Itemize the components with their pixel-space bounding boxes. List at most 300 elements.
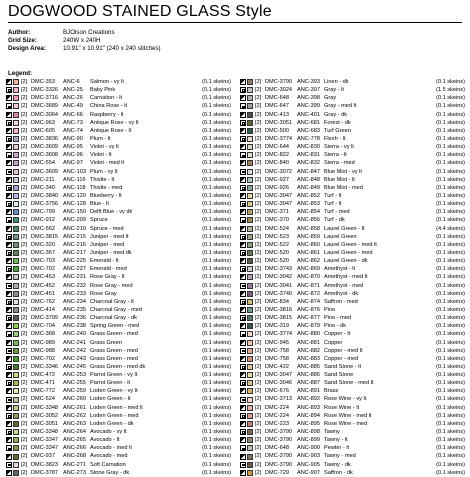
- strand-count: [2]: [255, 103, 262, 110]
- dmc-code: DMC-945: [265, 339, 289, 346]
- anchor-code: ANC-887: [297, 380, 321, 387]
- skein-quantity: (0.1 skeins): [436, 192, 465, 199]
- legend-row: [6, 282, 233, 290]
- color-swatch: [247, 364, 253, 370]
- skein-quantity: (0.1 skeins): [436, 315, 465, 322]
- color-swatch: [13, 388, 19, 394]
- color-swatch: [13, 283, 19, 289]
- skein-quantity: (0.1 skeins): [202, 233, 231, 240]
- stitch-symbol-icon: [240, 87, 246, 93]
- anchor-code: ANC-895: [297, 420, 321, 427]
- legend-row: [6, 436, 233, 444]
- stitch-symbol-icon: [6, 169, 12, 175]
- strand-count: [2]: [21, 127, 28, 134]
- strand-count: [2]: [21, 103, 28, 110]
- color-swatch: [13, 226, 19, 232]
- color-swatch: [247, 274, 253, 280]
- dmc-code: DMC-3051: [265, 119, 293, 126]
- color-name: Sierra - lt: [324, 152, 347, 159]
- dmc-code: DMC-912: [31, 217, 55, 224]
- color-swatch: [13, 79, 19, 85]
- stitch-symbol-icon: [240, 185, 246, 191]
- color-name: Parrot Green - lt: [90, 380, 131, 387]
- skein-quantity: (0.1 skeins): [436, 331, 465, 338]
- anchor-code: ANC-25: [63, 87, 83, 94]
- dmc-code: DMC-3051: [31, 420, 59, 427]
- color-swatch: [13, 445, 19, 451]
- color-swatch: [13, 299, 19, 305]
- strand-count: [2]: [255, 184, 262, 191]
- color-swatch: [13, 356, 19, 362]
- legend-row: [240, 208, 467, 216]
- legend-row: [6, 420, 233, 428]
- stitch-symbol-icon: [6, 226, 12, 232]
- dmc-code: DMC-3799: [31, 315, 59, 322]
- dmc-code: DMC-3609: [31, 144, 59, 151]
- anchor-code: ANC-266: [63, 445, 87, 452]
- dmc-code: DMC-3348: [31, 429, 59, 436]
- stitch-symbol-icon: [240, 112, 246, 118]
- dmc-code: DMC-3047: [265, 192, 293, 199]
- stitch-symbol-icon: [240, 169, 246, 175]
- color-name: Grass Green - med dk: [90, 363, 146, 370]
- strand-count: [2]: [21, 306, 28, 313]
- legend-row: [6, 176, 233, 184]
- skein-quantity: (0.1 skeins): [202, 380, 231, 387]
- anchor-code: ANC-26: [63, 95, 83, 102]
- stitch-symbol-icon: [6, 462, 12, 468]
- legend-row: [240, 436, 467, 444]
- strand-count: [2]: [21, 388, 28, 395]
- stitch-symbol-icon: [240, 454, 246, 460]
- legend-row: [240, 241, 467, 249]
- anchor-code: ANC-234: [63, 298, 87, 305]
- stitch-symbol-icon: [240, 340, 246, 346]
- dmc-code: DMC-562: [31, 225, 55, 232]
- dmc-code: DMC-368: [31, 331, 55, 338]
- stitch-symbol-icon: [6, 340, 12, 346]
- color-name: Delft Blue - vy dk: [90, 209, 133, 216]
- color-swatch: [13, 103, 19, 109]
- anchor-code: ANC-871: [297, 282, 321, 289]
- color-swatch: [247, 331, 253, 337]
- strand-count: [2]: [21, 315, 28, 322]
- dmc-code: DMC-3064: [31, 111, 59, 118]
- meta-row: [8, 45, 161, 53]
- strand-count: [2]: [21, 249, 28, 256]
- stitch-symbol-icon: [240, 283, 246, 289]
- stitch-symbol-icon: [6, 103, 12, 109]
- stitch-symbol-icon: [240, 315, 246, 321]
- legend-row: [240, 225, 467, 233]
- legend-row: [6, 192, 233, 200]
- legend-row: [240, 143, 467, 151]
- skein-quantity: (0.1 skeins): [436, 249, 465, 256]
- dmc-code: DMC-989: [31, 339, 55, 346]
- color-swatch: [247, 209, 253, 215]
- anchor-code: ANC-120: [63, 192, 87, 199]
- color-swatch: [13, 209, 19, 215]
- stitch-symbol-icon: [6, 323, 12, 329]
- color-swatch: [247, 429, 253, 435]
- dmc-code: DMC-927: [265, 176, 289, 183]
- dmc-code: DMC-3047: [265, 201, 293, 208]
- anchor-code: ANC-97: [63, 160, 83, 167]
- stitch-symbol-icon: [6, 470, 12, 476]
- dmc-code: DMC-524: [265, 225, 289, 232]
- skein-quantity: (0.1 skeins): [436, 404, 465, 411]
- meta-label: Author:: [8, 29, 31, 36]
- strand-count: [2]: [255, 429, 262, 436]
- color-name: Juniper - med lt: [90, 233, 129, 240]
- skein-quantity: (0.1 skeins): [436, 469, 465, 476]
- stitch-symbol-icon: [6, 234, 12, 240]
- anchor-code: ANC-271: [63, 461, 87, 468]
- color-name: Rose Wine - med lt: [324, 412, 372, 419]
- dmc-code: DMC-453: [31, 274, 55, 281]
- strand-count: [2]: [255, 380, 262, 387]
- stitch-symbol-icon: [6, 250, 12, 256]
- anchor-code: ANC-898: [297, 429, 321, 436]
- legend-row: [6, 461, 233, 469]
- stitch-symbol-icon: [6, 372, 12, 378]
- skein-quantity: (0.1 skeins): [202, 412, 231, 419]
- legend-row: [6, 216, 233, 224]
- dmc-code: DMC-3326: [31, 87, 59, 94]
- color-swatch: [13, 242, 19, 248]
- color-name: Laurel Green - med lt: [324, 241, 377, 248]
- stitch-symbol-icon: [240, 274, 246, 280]
- stitch-symbol-icon: [6, 144, 12, 150]
- legend-row: [6, 428, 233, 436]
- anchor-code: ANC-681: [297, 119, 321, 126]
- color-swatch: [13, 193, 19, 199]
- strand-count: [2]: [21, 87, 28, 94]
- anchor-code: ANC-778: [297, 135, 321, 142]
- color-swatch: [247, 421, 253, 427]
- color-swatch: [13, 274, 19, 280]
- color-name: Violet - vy lt: [90, 144, 119, 151]
- dmc-code: DMC-644: [265, 144, 289, 151]
- legend-row: [240, 86, 467, 94]
- dmc-code: DMC-523: [265, 233, 289, 240]
- color-name: Turf - lt: [324, 201, 342, 208]
- legend-row: [240, 395, 467, 403]
- meta-row: [8, 37, 161, 45]
- anchor-code: ANC-232: [63, 282, 87, 289]
- legend-row: [240, 322, 467, 330]
- strand-count: [2]: [21, 184, 28, 191]
- color-swatch: [247, 323, 253, 329]
- legend-row: [6, 469, 233, 477]
- anchor-code: ANC-265: [63, 437, 87, 444]
- skein-quantity: (0.1 skeins): [202, 363, 231, 370]
- color-name: Turf - med: [324, 209, 350, 216]
- color-swatch: [247, 128, 253, 134]
- skein-quantity: (0.1 skeins): [436, 298, 465, 305]
- strand-count: [2]: [21, 225, 28, 232]
- color-name: Grass Green - med: [90, 331, 138, 338]
- legend-row: [240, 102, 467, 110]
- skein-quantity: (0.1 skeins): [436, 347, 465, 354]
- color-swatch: [247, 234, 253, 240]
- color-swatch: [247, 348, 253, 354]
- strand-count: [2]: [21, 160, 28, 167]
- color-swatch: [13, 421, 19, 427]
- stitch-symbol-icon: [6, 397, 12, 403]
- legend-row: [240, 404, 467, 412]
- color-name: Forest - dk: [324, 119, 351, 126]
- stitch-symbol-icon: [6, 136, 12, 142]
- color-swatch: [13, 177, 19, 183]
- strand-count: [2]: [255, 201, 262, 208]
- color-swatch: [13, 340, 19, 346]
- dmc-code: DMC-320: [31, 241, 55, 248]
- color-swatch: [247, 356, 253, 362]
- color-swatch: [247, 169, 253, 175]
- dmc-code: DMC-353: [31, 79, 55, 85]
- legend-row: [240, 119, 467, 127]
- stitch-symbol-icon: [6, 364, 12, 370]
- legend-row: [240, 176, 467, 184]
- stitch-symbol-icon: [6, 331, 12, 337]
- strand-count: [2]: [21, 298, 28, 305]
- stitch-symbol-icon: [240, 323, 246, 329]
- stitch-symbol-icon: [240, 95, 246, 101]
- dmc-code: DMC-413: [265, 111, 289, 118]
- color-name: Stone Gray - dk: [90, 469, 130, 476]
- legend-row: [6, 78, 233, 86]
- dmc-code: DMC-758: [265, 355, 289, 362]
- strand-count: [2]: [21, 79, 28, 85]
- color-swatch: [247, 470, 253, 476]
- stitch-symbol-icon: [240, 160, 246, 166]
- dmc-code: DMC-3790: [265, 437, 293, 444]
- stitch-symbol-icon: [240, 421, 246, 427]
- stitch-symbol-icon: [6, 79, 12, 85]
- skein-quantity: (0.1 skeins): [436, 274, 465, 281]
- skein-quantity: (0.1 skeins): [202, 266, 231, 273]
- skein-quantity: (0.1 skeins): [436, 168, 465, 175]
- color-swatch: [247, 388, 253, 394]
- dmc-code: DMC-3041: [265, 282, 293, 289]
- color-name: Blue - lt: [90, 201, 109, 208]
- legend-row: [6, 444, 233, 452]
- color-swatch: [13, 462, 19, 468]
- color-swatch: [247, 437, 253, 443]
- skein-quantity: (0.1 skeins): [202, 388, 231, 395]
- color-swatch: [13, 307, 19, 313]
- dmc-code: DMC-554: [31, 160, 55, 167]
- skein-quantity: (0.1 skeins): [436, 437, 465, 444]
- skein-quantity: (0.1 skeins): [202, 127, 231, 134]
- color-swatch: [247, 291, 253, 297]
- skein-quantity: (0.1 skeins): [202, 323, 231, 330]
- strand-count: [2]: [21, 396, 28, 403]
- color-name: Thistle - med: [90, 184, 123, 191]
- page-title: DOGWOOD STAINED GLASS Style: [8, 3, 272, 20]
- stitch-symbol-icon: [240, 250, 246, 256]
- stitch-symbol-icon: [240, 103, 246, 109]
- stitch-symbol-icon: [240, 372, 246, 378]
- color-name: Emerald - med: [90, 266, 127, 273]
- dmc-code: DMC-520: [265, 249, 289, 256]
- color-name: Charcoal Gray - dk: [90, 315, 137, 322]
- color-name: Antique Rose - lt: [90, 127, 132, 134]
- strand-count: [2]: [255, 388, 262, 395]
- color-swatch: [247, 405, 253, 411]
- stitch-symbol-icon: [6, 258, 12, 264]
- strand-count: [2]: [255, 306, 262, 313]
- strand-count: [2]: [255, 453, 262, 460]
- strand-count: [2]: [255, 469, 262, 476]
- dmc-code: DMC-937: [31, 453, 55, 460]
- dmc-code: DMC-647: [265, 103, 289, 110]
- anchor-code: ANC-903: [297, 453, 321, 460]
- stitch-symbol-icon: [6, 201, 12, 207]
- title-rule: [8, 22, 462, 23]
- legend-title: Legend:: [8, 70, 33, 77]
- skein-quantity: (0.1 skeins): [202, 225, 231, 232]
- anchor-code: ANC-907: [297, 469, 321, 476]
- skein-quantity: (0.1 skeins): [436, 445, 465, 452]
- anchor-code: ANC-882: [297, 347, 321, 354]
- dmc-code: DMC-3815: [265, 315, 293, 322]
- dmc-code: DMC-3346: [31, 363, 59, 370]
- skein-quantity: (0.1 skeins): [436, 372, 465, 379]
- color-name: Spruce - med: [90, 225, 124, 232]
- color-name: Pine - med: [324, 315, 352, 322]
- strand-count: [2]: [255, 87, 262, 94]
- strand-count: [2]: [255, 241, 262, 248]
- stitch-symbol-icon: [240, 413, 246, 419]
- color-name: Rose Gray - lt: [90, 274, 125, 281]
- color-swatch: [13, 234, 19, 240]
- legend-row: [6, 200, 233, 208]
- strand-count: [2]: [255, 144, 262, 151]
- color-swatch: [247, 462, 253, 468]
- color-swatch: [13, 95, 19, 101]
- legend-row: [240, 330, 467, 338]
- color-name: Rose Wine - med: [324, 420, 368, 427]
- color-name: Plum - vy lt: [90, 168, 118, 175]
- dmc-code: DMC-3790: [265, 453, 293, 460]
- legend-row: [6, 143, 233, 151]
- color-swatch: [247, 95, 253, 101]
- skein-quantity: (0.1 skeins): [202, 111, 231, 118]
- skein-quantity: (0.1 skeins): [436, 209, 465, 216]
- dmc-code: DMC-3756: [31, 201, 59, 208]
- strand-count: [2]: [255, 315, 262, 322]
- dmc-code: DMC-988: [31, 347, 55, 354]
- color-swatch: [247, 307, 253, 313]
- legend-row: [6, 208, 233, 216]
- strand-count: [2]: [21, 404, 28, 411]
- color-name: Spruce: [90, 217, 108, 224]
- color-name: Avocado - med: [90, 453, 128, 460]
- skein-quantity: (0.1 skeins): [436, 306, 465, 313]
- skein-quantity: (0.1 skeins): [202, 331, 231, 338]
- anchor-code: ANC-872: [297, 290, 321, 297]
- stitch-symbol-icon: [240, 470, 246, 476]
- legend-row: [240, 339, 467, 347]
- color-name: Charcoal Gray - med: [90, 306, 142, 313]
- anchor-code: ANC-240: [63, 331, 87, 338]
- legend-row: [240, 355, 467, 363]
- skein-quantity: (0.1 skeins): [436, 127, 465, 134]
- color-name: Avocado - lt: [90, 437, 120, 444]
- color-swatch: [13, 437, 19, 443]
- color-name: Tawny - med: [324, 453, 356, 460]
- strand-count: [2]: [21, 437, 28, 444]
- stitch-symbol-icon: [6, 429, 12, 435]
- stitch-symbol-icon: [240, 128, 246, 134]
- stitch-symbol-icon: [6, 266, 12, 272]
- color-name: Blueberry - lt: [90, 192, 122, 199]
- stitch-symbol-icon: [6, 120, 12, 126]
- strand-count: [2]: [255, 298, 262, 305]
- color-name: Grass Green - med: [90, 355, 138, 362]
- skein-quantity: (0.1 skeins): [202, 217, 231, 224]
- skein-quantity: (0.1 skeins): [202, 152, 231, 159]
- strand-count: [2]: [255, 355, 262, 362]
- legend-row: [240, 290, 467, 298]
- legend-row: [6, 339, 233, 347]
- legend-row: [240, 412, 467, 420]
- color-name: Copper - med lt: [324, 347, 363, 354]
- anchor-code: ANC-90: [63, 135, 83, 142]
- stitch-symbol-icon: [6, 291, 12, 297]
- color-swatch: [247, 266, 253, 272]
- dmc-code: DMC-3790: [265, 79, 293, 85]
- skein-quantity: (0.1 skeins): [436, 103, 465, 110]
- color-swatch: [13, 397, 19, 403]
- skein-quantity: (0.1 skeins): [202, 241, 231, 248]
- stitch-symbol-icon: [240, 209, 246, 215]
- anchor-code: ANC-900: [297, 445, 321, 452]
- anchor-code: ANC-893: [297, 404, 321, 411]
- strand-count: [2]: [255, 217, 262, 224]
- dmc-code: DMC-702: [31, 266, 55, 273]
- stitch-symbol-icon: [6, 283, 12, 289]
- anchor-code: ANC-49: [63, 103, 83, 110]
- dmc-code: DMC-3024: [265, 87, 293, 94]
- dmc-code: DMC-648: [265, 445, 289, 452]
- color-name: Thistle - lt: [90, 176, 115, 183]
- skein-quantity: (0.1 skeins): [202, 160, 231, 167]
- anchor-code: ANC-397: [297, 87, 321, 94]
- legend-row: [240, 168, 467, 176]
- legend-row: [6, 119, 233, 127]
- color-name: Tawny: [324, 429, 340, 436]
- anchor-code: ANC-268: [63, 453, 87, 460]
- stitch-symbol-icon: [240, 437, 246, 443]
- stitch-symbol-icon: [240, 299, 246, 305]
- legend-row: [6, 355, 233, 363]
- anchor-code: ANC-847: [297, 168, 321, 175]
- anchor-code: ANC-899: [297, 437, 321, 444]
- anchor-code: ANC-401: [297, 111, 321, 118]
- skein-quantity: (0.1 skeins): [202, 79, 231, 85]
- anchor-code: ANC-399: [297, 103, 321, 110]
- skein-quantity: (0.1 skeins): [202, 437, 231, 444]
- meta-row: [8, 29, 161, 37]
- legend-row: [6, 273, 233, 281]
- anchor-code: ANC-128: [63, 201, 87, 208]
- stitch-symbol-icon: [240, 331, 246, 337]
- legend-row: [6, 314, 233, 322]
- stitch-symbol-icon: [6, 299, 12, 305]
